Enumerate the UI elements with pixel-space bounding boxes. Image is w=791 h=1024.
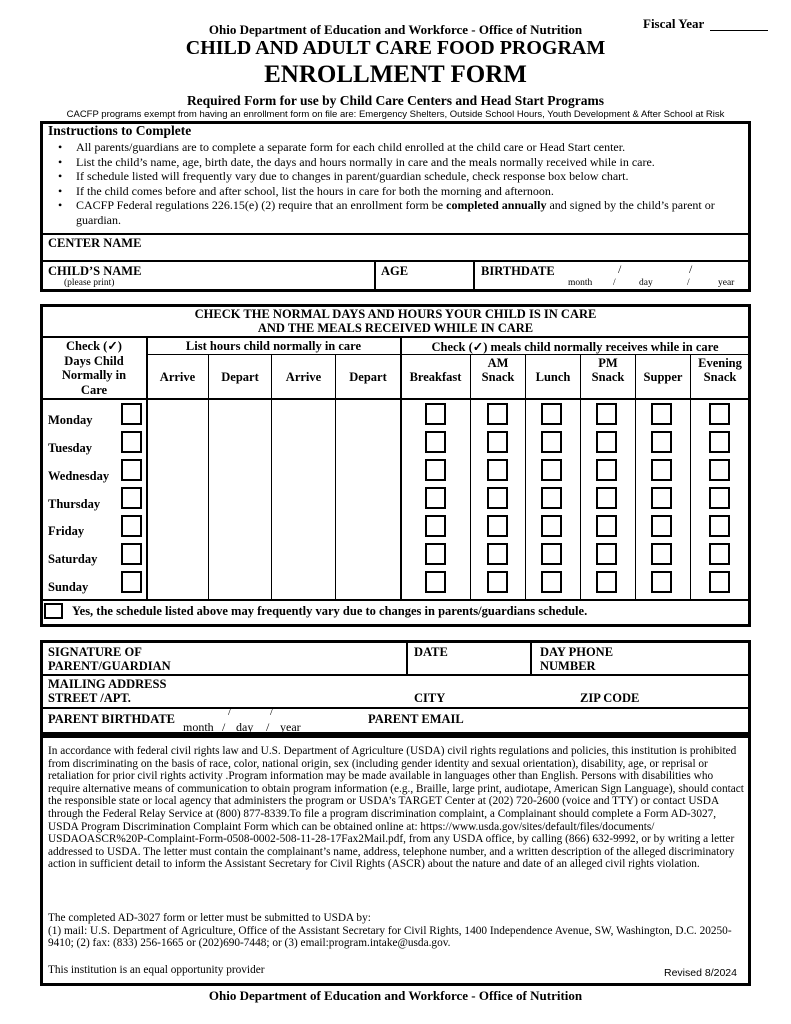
signature-label: SIGNATURE OF PARENT/GUARDIAN [48,645,171,673]
hours-arrive-1-wednesday[interactable] [148,457,208,483]
mailing-address-label: MAILING ADDRESS STREET /APT. [48,677,167,705]
hours-arrive-2-wednesday[interactable] [273,457,335,483]
day-label-tuesday: Tuesday [48,441,93,455]
exempt-note: CACFP programs exempt from having an enrollment form on file are: Emergency Shelters, Outside School Hours, Youth Development & After School at Risk [66,109,725,120]
pm-snack-checkbox-thursday[interactable] [596,487,617,509]
depart-col-1: Depart [221,370,259,384]
hours-depart-2-tuesday[interactable] [337,429,400,455]
breakfast-checkbox-saturday[interactable] [425,543,446,565]
hours-arrive-1-tuesday[interactable] [148,429,208,455]
child-name-label: CHILD’S NAME [48,264,142,278]
hours-depart-2-sunday[interactable] [337,569,400,595]
am-snack-checkbox-saturday[interactable] [487,543,508,565]
evening-snack-checkbox-saturday[interactable] [709,543,730,565]
mailing-address-field[interactable] [150,677,405,705]
hours-arrive-2-thursday[interactable] [273,485,335,511]
parent-birthdate-label: PARENT BIRTHDATE [48,712,176,726]
fiscal-year-label: Fiscal Year [643,16,705,31]
date-field[interactable] [450,644,525,672]
lunch-checkbox-tuesday[interactable] [541,431,562,453]
equal-opportunity-note: This institution is an equal opportunity provider [48,964,265,976]
lunch-checkbox-monday[interactable] [541,403,562,425]
breakfast-checkbox-tuesday[interactable] [425,431,446,453]
hours-depart-1-sunday[interactable] [210,569,271,595]
breakfast-checkbox-sunday[interactable] [425,571,446,593]
hours-depart-1-friday[interactable] [210,513,271,539]
supper-checkbox-thursday[interactable] [651,487,672,509]
day-label-saturday: Saturday [48,552,98,566]
lunch-checkbox-sunday[interactable] [541,571,562,593]
breakfast-checkbox-wednesday[interactable] [425,459,446,481]
lunch-col: Lunch [535,370,571,384]
day-phone-field[interactable] [620,644,745,672]
day-checkbox-sunday[interactable] [121,571,142,593]
breakfast-checkbox-friday[interactable] [425,515,446,537]
hours-depart-1-tuesday[interactable] [210,429,271,455]
hours-arrive-2-sunday[interactable] [273,569,335,595]
schedule-varies-checkbox[interactable] [44,603,63,619]
meals-header: Check (✓) meals child normally receives while in care [431,340,719,354]
evening-snack-checkbox-sunday[interactable] [709,571,730,593]
child-name-field[interactable] [160,263,370,289]
evening-snack-checkbox-wednesday[interactable] [709,459,730,481]
nondiscrimination-statement: In accordance with federal civil rights law and U.S. Department of Agriculture (USDA) civil rights regulations and policies, this institution is prohibited from discriminating on the basis of race, color, national origin, sex (including gender identity and sexual orientation), disability, age, or reprisal or retaliation for prior civil rights activity .Program information may be made available in languages other than English. Persons with disabilities who require alternative means of communication to obtain program information (e.g., Braille, large print, audiotape, American Sign Language), should contact the responsible state or local agency that administers the program or USDA’s TARGET Center at (202) 720-2600 (voice and TTY) or contact USDA through the Federal Relay Service at (800) 877-8339.To file a program discrimination complaint, a Complainant should complete a Form AD-3027, USDA Program Discrimination Complaint Form which can be obtained online at: https://www.usda.gov/sites/default/files/documents/ USDAOASCR%20P-Complaint-Form-0508-0002-508-11-28-17Fax2Mail.pdf, from any USDA office, by calling (866) 632-9992, or by writing a letter addressed to USDA. The letter must contain the complainant’s name, address, telephone number, and a written description of the alleged discriminatory action in sufficient detail to inform the Assistant Secretary for Civil Rights (ASCR) about the nature and date of an alleged civil rights violation. [48,745,744,871]
day-checkbox-tuesday[interactable] [121,431,142,453]
hours-arrive-1-thursday[interactable] [148,485,208,511]
footer-department: Ohio Department of Education and Workforce - Office of Nutrition [208,988,583,1003]
am-snack-checkbox-wednesday[interactable] [487,459,508,481]
supper-col: Supper [643,370,683,384]
pm-snack-checkbox-sunday[interactable] [596,571,617,593]
breakfast-col: Breakfast [409,370,462,384]
parent-email-label: PARENT EMAIL [368,712,464,726]
day-label-friday: Friday [48,524,85,538]
hours-arrive-2-saturday[interactable] [273,541,335,567]
supper-checkbox-sunday[interactable] [651,571,672,593]
pm-snack-checkbox-monday[interactable] [596,403,617,425]
day-label-sunday: Sunday [48,580,89,594]
hours-arrive-1-saturday[interactable] [148,541,208,567]
hours-depart-2-thursday[interactable] [337,485,400,511]
pm-snack-col: PM Snack [591,356,625,384]
pm-snack-checkbox-saturday[interactable] [596,543,617,565]
city-field[interactable] [450,677,570,705]
day-label-thursday: Thursday [48,497,101,511]
lunch-checkbox-wednesday[interactable] [541,459,562,481]
am-snack-col: AM Snack [481,356,515,384]
hours-depart-1-saturday[interactable] [210,541,271,567]
pm-snack-checkbox-friday[interactable] [596,515,617,537]
day-phone-label: DAY PHONE NUMBER [540,645,614,673]
lunch-checkbox-saturday[interactable] [541,543,562,565]
age-label: AGE [381,264,409,278]
day-checkbox-friday[interactable] [121,515,142,537]
revision-date: Revised 8/2024 [664,967,737,979]
zip-code-label: ZIP CODE [580,691,640,705]
program-title: CHILD AND ADULT CARE FOOD PROGRAM [185,37,606,59]
pm-snack-checkbox-tuesday[interactable] [596,431,617,453]
hours-arrive-2-friday[interactable] [273,513,335,539]
am-snack-checkbox-monday[interactable] [487,403,508,425]
form-title: ENROLLMENT FORM [264,61,527,88]
day-checkbox-wednesday[interactable] [121,459,142,481]
evening-snack-checkbox-monday[interactable] [709,403,730,425]
hours-depart-2-wednesday[interactable] [337,457,400,483]
day-checkbox-monday[interactable] [121,403,142,425]
hours-arrive-1-friday[interactable] [148,513,208,539]
evening-snack-checkbox-thursday[interactable] [709,487,730,509]
required-form-note: Required Form for use by Child Care Centers and Head Start Programs [186,93,605,108]
supper-checkbox-wednesday[interactable] [651,459,672,481]
city-label: CITY [414,691,446,705]
breakfast-checkbox-thursday[interactable] [425,487,446,509]
hours-header: List hours child normally in care [185,339,362,353]
hours-depart-1-thursday[interactable] [210,485,271,511]
zip-code-field[interactable] [650,677,745,705]
hours-depart-2-friday[interactable] [337,513,400,539]
hours-arrive-1-sunday[interactable] [148,569,208,595]
center-name-label: CENTER NAME [48,236,142,250]
supper-checkbox-monday[interactable] [651,403,672,425]
instruction-item: • All parents/guardians are to complete a separate form for each child enrolled at the child care or Head Start center. [48,140,743,155]
hours-depart-1-wednesday[interactable] [210,457,271,483]
am-snack-checkbox-friday[interactable] [487,515,508,537]
instructions-list [48,140,743,227]
hours-arrive-2-monday[interactable] [273,401,335,427]
parent-email-field[interactable] [470,710,745,732]
instructions-title: Instructions to Complete [48,123,192,138]
instruction-item: • If schedule listed will frequently vary due to changes in parent/guardian schedule, check response box below chart. [48,169,743,184]
center-name-field[interactable] [160,236,745,258]
evening-snack-col: Evening Snack [698,356,742,384]
breakfast-checkbox-monday[interactable] [425,403,446,425]
schedule-varies-label: Yes, the schedule listed above may frequently vary due to changes in parents/guardians schedule. [72,604,588,618]
supper-checkbox-saturday[interactable] [651,543,672,565]
am-snack-checkbox-thursday[interactable] [487,487,508,509]
hours-depart-1-monday[interactable] [210,401,271,427]
submission-instructions: The completed AD-3027 form or letter must be submitted to USDA by: (1) mail: U.S. Department of Agriculture, Office of the Assistant Secretary for Civil Rights, 1400 Independence Avenue, SW, Washington, D.C. 20250-9410; (2) fax: (833) 256-1665 or (202)690-7448; or (3) email:program.intake@usda.gov. [48,912,732,950]
hours-arrive-2-tuesday[interactable] [273,429,335,455]
depart-col-2: Depart [349,370,387,384]
signature-field[interactable] [170,644,400,672]
day-checkbox-thursday[interactable] [121,487,142,509]
hours-depart-2-monday[interactable] [337,401,400,427]
instruction-item: • List the child’s name, age, birth date, the days and hours normally in care and the meals normally received while in care. [48,155,743,170]
check-days-header: Check (✓) Days Child Normally in Care [61,339,127,397]
please-print-note: (please print) [64,278,115,288]
day-checkbox-saturday[interactable] [121,543,142,565]
hours-arrive-1-monday[interactable] [148,401,208,427]
department-name: Ohio Department of Education and Workforce - Office of Nutrition [208,22,583,37]
birthdate-label: BIRTHDATE [481,264,555,278]
evening-snack-checkbox-friday[interactable] [709,515,730,537]
arrive-col-2: Arrive [285,370,322,384]
schedule-title: CHECK THE NORMAL DAYS AND HOURS YOUR CHILD IS IN CARE AND THE MEALS RECEIVED WHILE IN CARE [194,307,597,335]
evening-snack-checkbox-tuesday[interactable] [709,431,730,453]
lunch-checkbox-thursday[interactable] [541,487,562,509]
day-label-wednesday: Wednesday [48,469,110,483]
hours-depart-2-saturday[interactable] [337,541,400,567]
supper-checkbox-tuesday[interactable] [651,431,672,453]
am-snack-checkbox-tuesday[interactable] [487,431,508,453]
arrive-col-1: Arrive [159,370,196,384]
pm-snack-checkbox-wednesday[interactable] [596,459,617,481]
instruction-item: • CACFP Federal regulations 226.15(e) (2) require that an enrollment form be completed annually and signed by the child’s parent or guardian. [48,198,743,227]
age-field[interactable] [410,263,470,289]
day-label-monday: Monday [48,413,93,427]
am-snack-checkbox-sunday[interactable] [487,571,508,593]
date-label: DATE [414,645,448,659]
instruction-item: • If the child comes before and after school, list the hours in care for both the morning and afternoon. [48,184,743,199]
lunch-checkbox-friday[interactable] [541,515,562,537]
supper-checkbox-friday[interactable] [651,515,672,537]
